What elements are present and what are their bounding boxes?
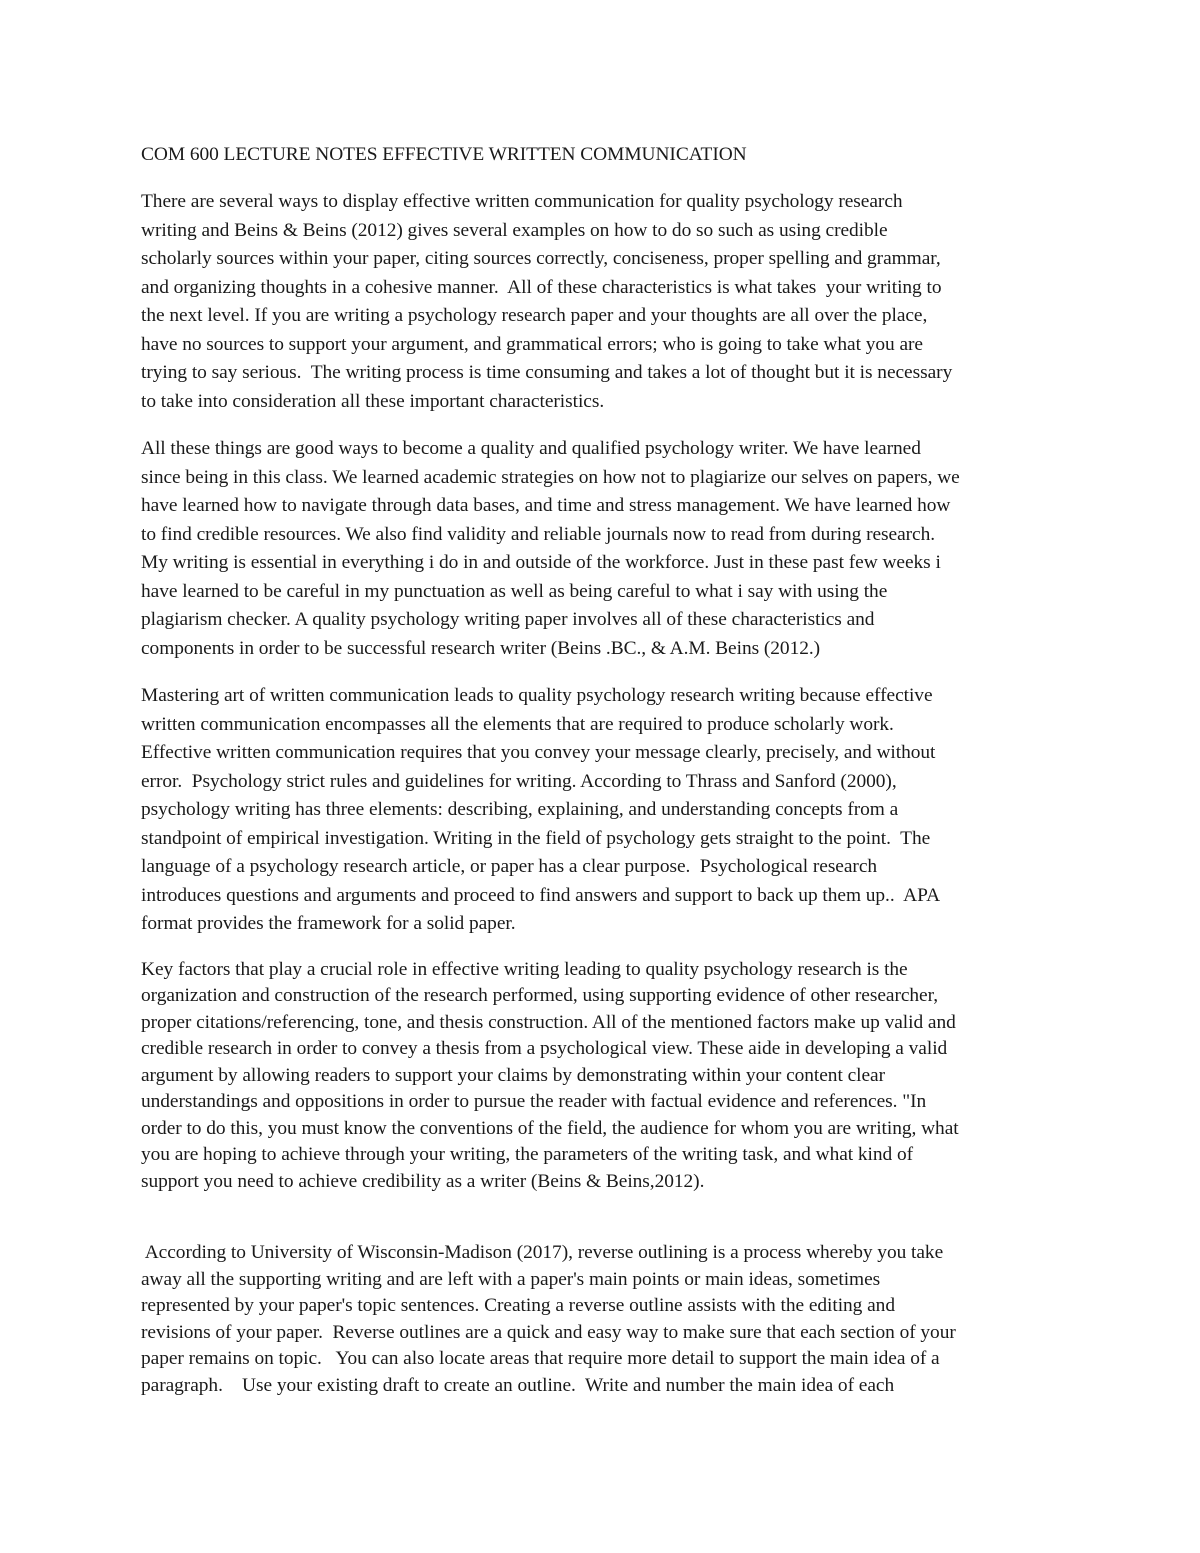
paragraph-line: proper citations/referencing, tone, and thesis construction. All of the mentioned factors make up valid and: [141, 1011, 956, 1033]
paragraph-line: Effective written communication requires that you convey your message clearly, precisely, and without: [141, 742, 936, 763]
paragraph-line: the next level. If you are writing a psychology research paper and your thoughts are all over the place,: [141, 305, 928, 326]
paragraph-line: represented by your paper's topic sentences. Creating a reverse outline assists with the editing and: [141, 1295, 895, 1316]
paragraph-line: you are hoping to achieve through your writing, the parameters of the writing task, and what kind of: [141, 1144, 914, 1165]
paragraph-line: to find credible resources. We also find validity and reliable journals now to read from during research.: [141, 523, 936, 545]
document-title: COM 600 LECTURE NOTES EFFECTIVE WRITTEN COMMUNICATION: [141, 144, 747, 165]
paragraph-line: components in order to be successful research writer (Beins .BC., & A.M. Beins (2012.): [141, 637, 821, 659]
paragraph-line: trying to say serious. The writing process is time consuming and takes a lot of thought but it is necessary: [141, 362, 953, 383]
paragraph-3: [141, 682, 1066, 939]
paragraph-line: language of a psychology research article, or paper has a clear purpose. Psychological research: [141, 856, 878, 877]
paragraph-line: paper remains on topic. You can also locate areas that require more detail to support the main idea of a: [141, 1348, 940, 1369]
paragraph-line: My writing is essential in everything i do in and outside of the workforce. Just in these past few weeks i: [141, 552, 941, 573]
paragraph-line: and organizing thoughts in a cohesive manner. All of these characteristics is what takes your writing to: [141, 276, 942, 298]
paragraph-line: order to do this, you must know the conventions of the field, the audience for whom you are writing, what: [141, 1117, 959, 1139]
paragraph-line: There are several ways to display effective written communication for quality psychology research: [141, 191, 903, 212]
paragraph-line: argument by allowing readers to support your claims by demonstrating within your content clear: [141, 1064, 885, 1086]
paragraph-line: scholarly sources within your paper, citing sources correctly, conciseness, proper spelling and grammar,: [141, 248, 941, 269]
paragraph-line: since being in this class. We learned academic strategies on how not to plagiarize our selves on papers, we: [141, 466, 960, 488]
paragraph-5: [141, 1240, 1066, 1399]
paragraph-line: have no sources to support your argument, and grammatical errors; who is going to take what you are: [141, 333, 923, 355]
paragraph-line: psychology writing has three elements: describing, explaining, and understanding concepts from a: [141, 799, 899, 820]
paragraph-line: to take into consideration all these important characteristics.: [141, 390, 605, 412]
paragraph-line: written communication encompasses all the elements that are required to produce scholarly work.: [141, 713, 894, 735]
paragraph-line: credible research in order to convey a thesis from a psychological view. These aide in developing a valid: [141, 1038, 948, 1059]
paragraph-line: standpoint of empirical investigation. Writing in the field of psychology gets straight to the point. The: [141, 827, 931, 849]
paragraph-line: error. Psychology strict rules and guidelines for writing. According to Thrass and Sanford (2000),: [141, 770, 897, 792]
paragraph-2: [141, 435, 1066, 663]
paragraph-line: introduces questions and arguments and proceed to find answers and support to back up them up.. APA: [141, 884, 941, 906]
paragraph-4: [141, 957, 1066, 1196]
paragraph-line: support you need to achieve credibility as a writer (Beins & Beins,2012).: [141, 1170, 705, 1192]
paragraph-line: Mastering art of written communication leads to quality psychology research writing because effective: [141, 685, 933, 706]
paragraph-line: understandings and oppositions in order to pursue the reader with factual evidence and references. "In: [141, 1091, 927, 1112]
paragraph-line: paragraph. Use your existing draft to create an outline. Write and number the main idea of each: [141, 1374, 895, 1396]
paragraph-line: writing and Beins & Beins (2012) gives several examples on how to do so such as using credible: [141, 219, 888, 241]
paragraph-line: plagiarism checker. A quality psychology writing paper involves all of these characteristics and: [141, 609, 875, 630]
paragraph-line: All these things are good ways to become a quality and qualified psychology writer. We have learned: [141, 438, 921, 459]
paragraph-line: Key factors that play a crucial role in effective writing leading to quality psychology research is the: [141, 958, 908, 980]
paragraph-line: format provides the framework for a solid paper.: [141, 913, 516, 934]
document-body: [141, 140, 1066, 1399]
paragraph-1: [141, 188, 1066, 416]
paragraph-line: organization and construction of the research performed, using supporting evidence of other researcher,: [141, 985, 939, 1006]
paragraph-line: revisions of your paper. Reverse outlines are a quick and easy way to make sure that each section of your: [141, 1321, 956, 1343]
paragraph-line: have learned how to navigate through data bases, and time and stress management. We have learned how: [141, 495, 951, 516]
paragraph-line: away all the supporting writing and are left with a paper's main points or main ideas, sometimes: [141, 1268, 881, 1290]
paragraph-line: have learned to be careful in my punctuation as well as being careful to what i say with using the: [141, 580, 888, 602]
paragraph-line: According to University of Wisconsin-Madison (2017), reverse outlining is a process whereby you take: [141, 1242, 944, 1263]
